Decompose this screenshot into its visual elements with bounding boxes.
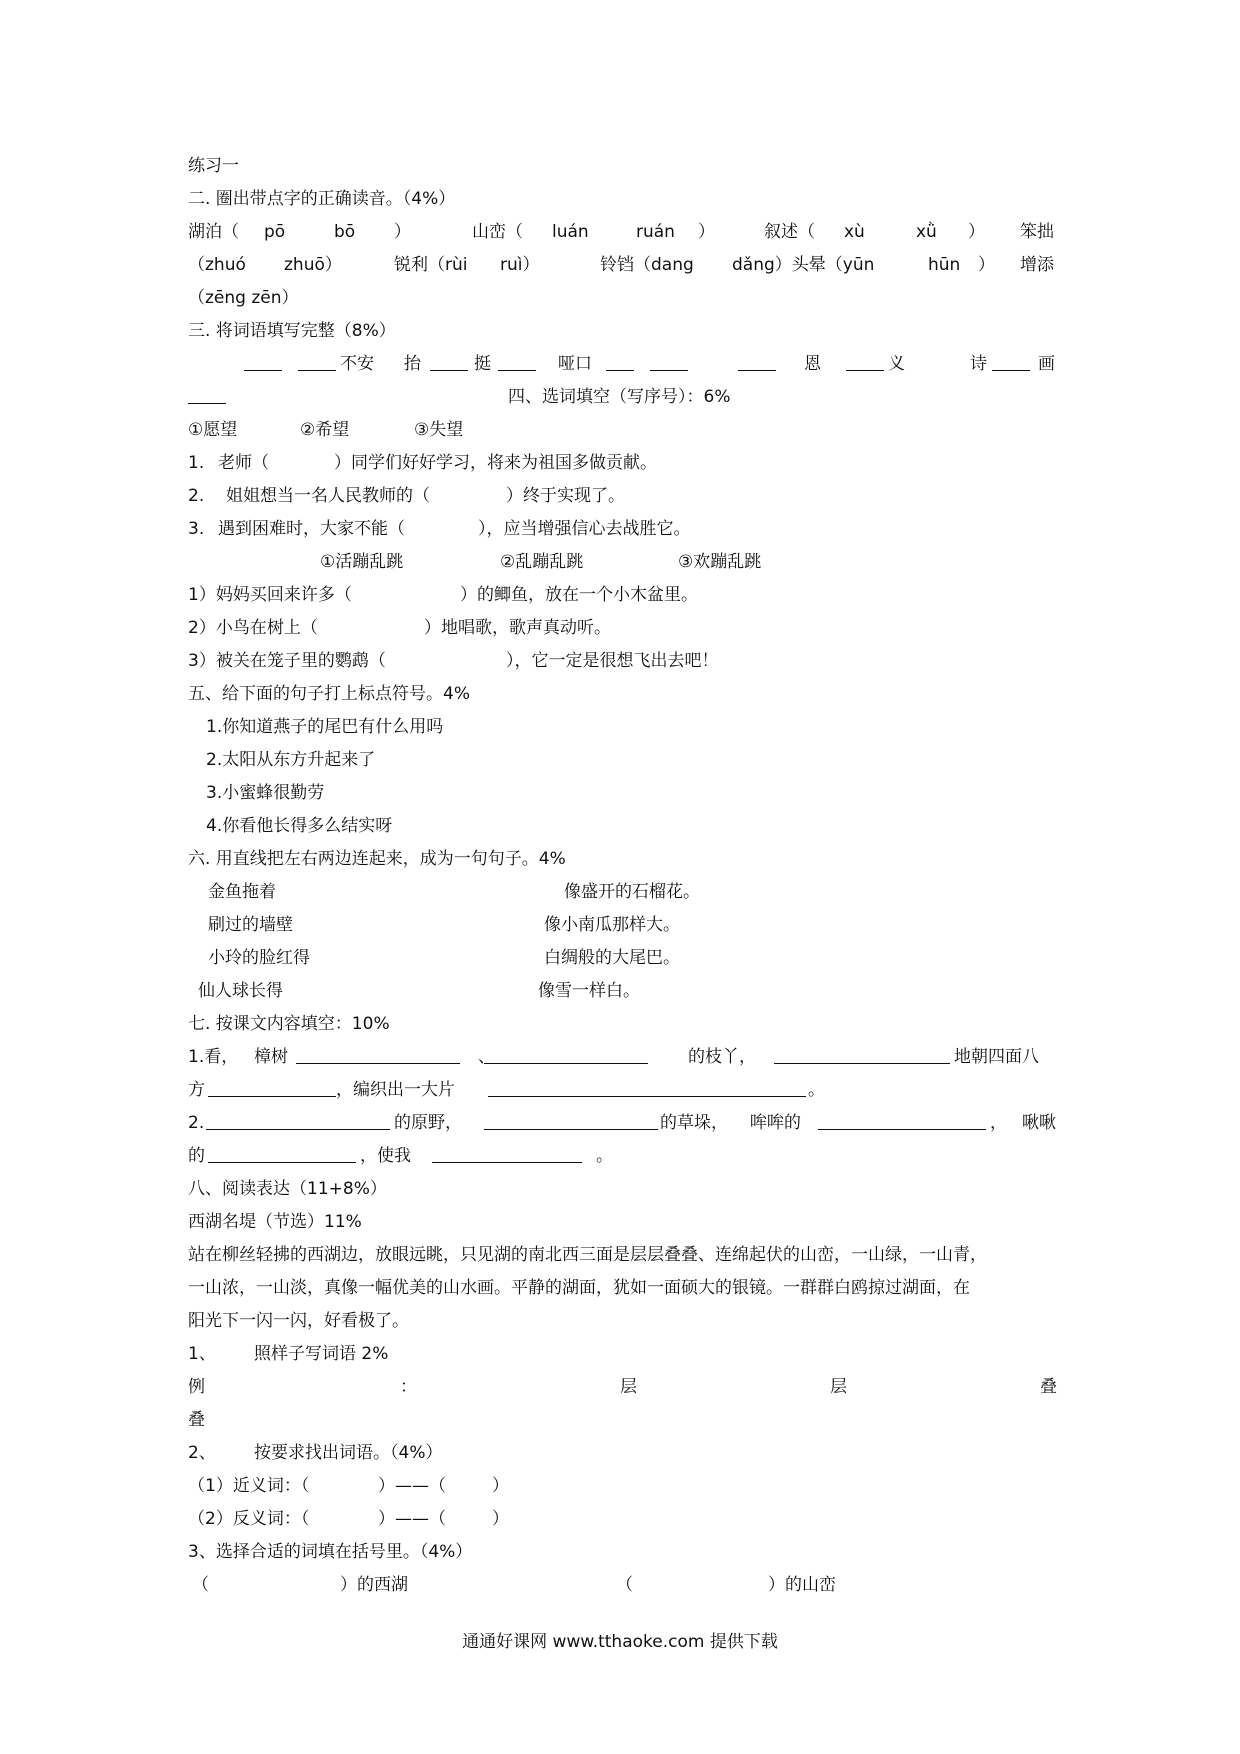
fill-line-4: 的 ，使我 。 bbox=[188, 1140, 1060, 1172]
fill-line-1: 1.看， 樟树 、 的枝丫， 地朝四面八 bbox=[188, 1041, 1060, 1073]
punctuation-item: 3.小蜜蜂很勤劳 bbox=[206, 783, 325, 803]
choose-word-line: （ ）的西湖 （ ）的山峦 bbox=[192, 1575, 836, 1595]
blank[interactable] bbox=[484, 1109, 658, 1130]
word-options-2: ①活蹦乱跳 ②乱蹦乱跳 ③欢蹦乱跳 bbox=[320, 552, 762, 572]
blank[interactable] bbox=[206, 1109, 390, 1130]
blank[interactable] bbox=[208, 1076, 336, 1097]
reading-question-3: 3、选择合适的词填在括号里。（4%） bbox=[188, 1542, 473, 1562]
punctuation-item: 4.你看他长得多么结实呀 bbox=[206, 816, 393, 836]
blank[interactable] bbox=[606, 350, 634, 371]
section-2-line-2: （zhuó zhuō） 锐利（rùi ruì） 铃铛（dang dǎng）头晕（yūn hūn ） 增添 bbox=[188, 255, 1054, 275]
synonym-line: （1）近义词：（ ）——（ ） bbox=[188, 1476, 509, 1496]
matching-row: 小玲的脸红得 白绸般的大尾巴。 bbox=[208, 948, 680, 968]
section-2-heading: 二. 圈出带点字的正确读音。（4%） bbox=[188, 189, 456, 209]
question-4-1: 1. 老师（ ）同学们好好学习，将来为祖国多做贡献。 bbox=[188, 453, 657, 473]
question-4-2: 2. 姐姐想当一名人民教师的（ ）终于实现了。 bbox=[188, 486, 625, 506]
reading-paragraph-line: 站在柳丝轻拂的西湖边，放眼远眺，只见湖的南北西三面是层层叠叠、连绵起伏的山峦，一山绿，一山青， bbox=[188, 1245, 987, 1265]
blank[interactable] bbox=[296, 1043, 460, 1064]
blank[interactable] bbox=[650, 350, 688, 371]
matching-row: 仙人球长得 像雪一样白。 bbox=[198, 981, 640, 1001]
page-footer: 通通好课网 www.tthaoke.com 提供下载 bbox=[462, 1632, 778, 1652]
section-8-heading: 八、阅读表达（11+8%） bbox=[188, 1179, 387, 1199]
blank[interactable] bbox=[432, 1142, 582, 1163]
section-4-heading: 四、选词填空（写序号）：6% bbox=[508, 387, 731, 407]
section-7-heading: 七. 按课文内容填空：10% bbox=[188, 1014, 390, 1034]
page-title: 练习一 bbox=[188, 156, 239, 176]
fill-line-3: 2. 的原野， 的草垛， 哞哞的 ， 啾啾 bbox=[188, 1107, 1060, 1139]
question-4-5: 2）小鸟在树上（ ）地唱歌，歌声真动听。 bbox=[188, 618, 611, 638]
blank[interactable] bbox=[188, 383, 226, 404]
blank[interactable] bbox=[818, 1109, 986, 1130]
section-3-line-2 bbox=[188, 381, 1060, 413]
punctuation-item: 2.太阳从东方升起来了 bbox=[206, 750, 376, 770]
punctuation-item: 1.你知道燕子的尾巴有什么用吗 bbox=[206, 717, 444, 737]
blank[interactable] bbox=[430, 350, 468, 371]
blank[interactable] bbox=[738, 350, 776, 371]
antonym-line: （2）反义词：（ ）——（ ） bbox=[188, 1509, 509, 1529]
blank[interactable] bbox=[498, 350, 536, 371]
matching-row: 刷过的墙壁 像小南瓜那样大。 bbox=[208, 915, 680, 935]
blank[interactable] bbox=[244, 350, 282, 371]
question-4-6: 3）被关在笼子里的鹦鹉（ ），它一定是很想飞出去吧！ bbox=[188, 651, 719, 671]
reading-paragraph-line: 阳光下一闪一闪，好看极了。 bbox=[188, 1311, 409, 1331]
matching-row: 金鱼拖着 像盛开的石榴花。 bbox=[208, 882, 700, 902]
example-line-2: 叠 bbox=[188, 1410, 205, 1430]
section-3-heading: 三. 将词语填写完整（8%） bbox=[188, 321, 396, 341]
section-2-line-3: （zēng zēn） bbox=[188, 288, 299, 308]
reading-question-2: 2、 按要求找出词语。（4%） bbox=[188, 1443, 443, 1463]
blank[interactable] bbox=[298, 350, 336, 371]
reading-paragraph-line: 一山浓，一山淡，真像一幅优美的山水画。平静的湖面，犹如一面硕大的银镜。一群群白鸥掠过湖面，在 bbox=[188, 1278, 970, 1298]
question-4-4: 1）妈妈买回来许多（ ）的鲫鱼，放在一个小木盆里。 bbox=[188, 585, 698, 605]
fill-line-2: 方 ，编织出一大片 。 bbox=[188, 1074, 1060, 1106]
section-5-heading: 五、给下面的句子打上标点符号。4% bbox=[188, 684, 470, 704]
blank[interactable] bbox=[208, 1142, 356, 1163]
question-4-3: 3. 遇到困难时，大家不能（ ），应当增强信心去战胜它。 bbox=[188, 519, 691, 539]
blank[interactable] bbox=[774, 1043, 950, 1064]
blank[interactable] bbox=[846, 350, 884, 371]
blank[interactable] bbox=[484, 1043, 648, 1064]
example-line: 例 ： 层 层 叠 bbox=[188, 1377, 1057, 1397]
blank[interactable] bbox=[992, 350, 1030, 371]
reading-question-1: 1、 照样子写词语 2% bbox=[188, 1344, 389, 1364]
section-3-line-1: 不安 抬 挺 哑口 恩 义 诗 画 bbox=[188, 348, 1060, 380]
reading-subtitle: 西湖名堤（节选）11% bbox=[188, 1212, 362, 1232]
word-options-1: ①愿望 ②希望 ③失望 bbox=[188, 420, 464, 440]
section-2-line-1: 湖泊（ pō bō ） 山峦（ luán ruán ） 叙述（ xù xǜ ） 笨拙 bbox=[188, 222, 1054, 242]
blank[interactable] bbox=[488, 1076, 806, 1097]
section-6-heading: 六. 用直线把左右两边连起来，成为一句句子。4% bbox=[188, 849, 566, 869]
